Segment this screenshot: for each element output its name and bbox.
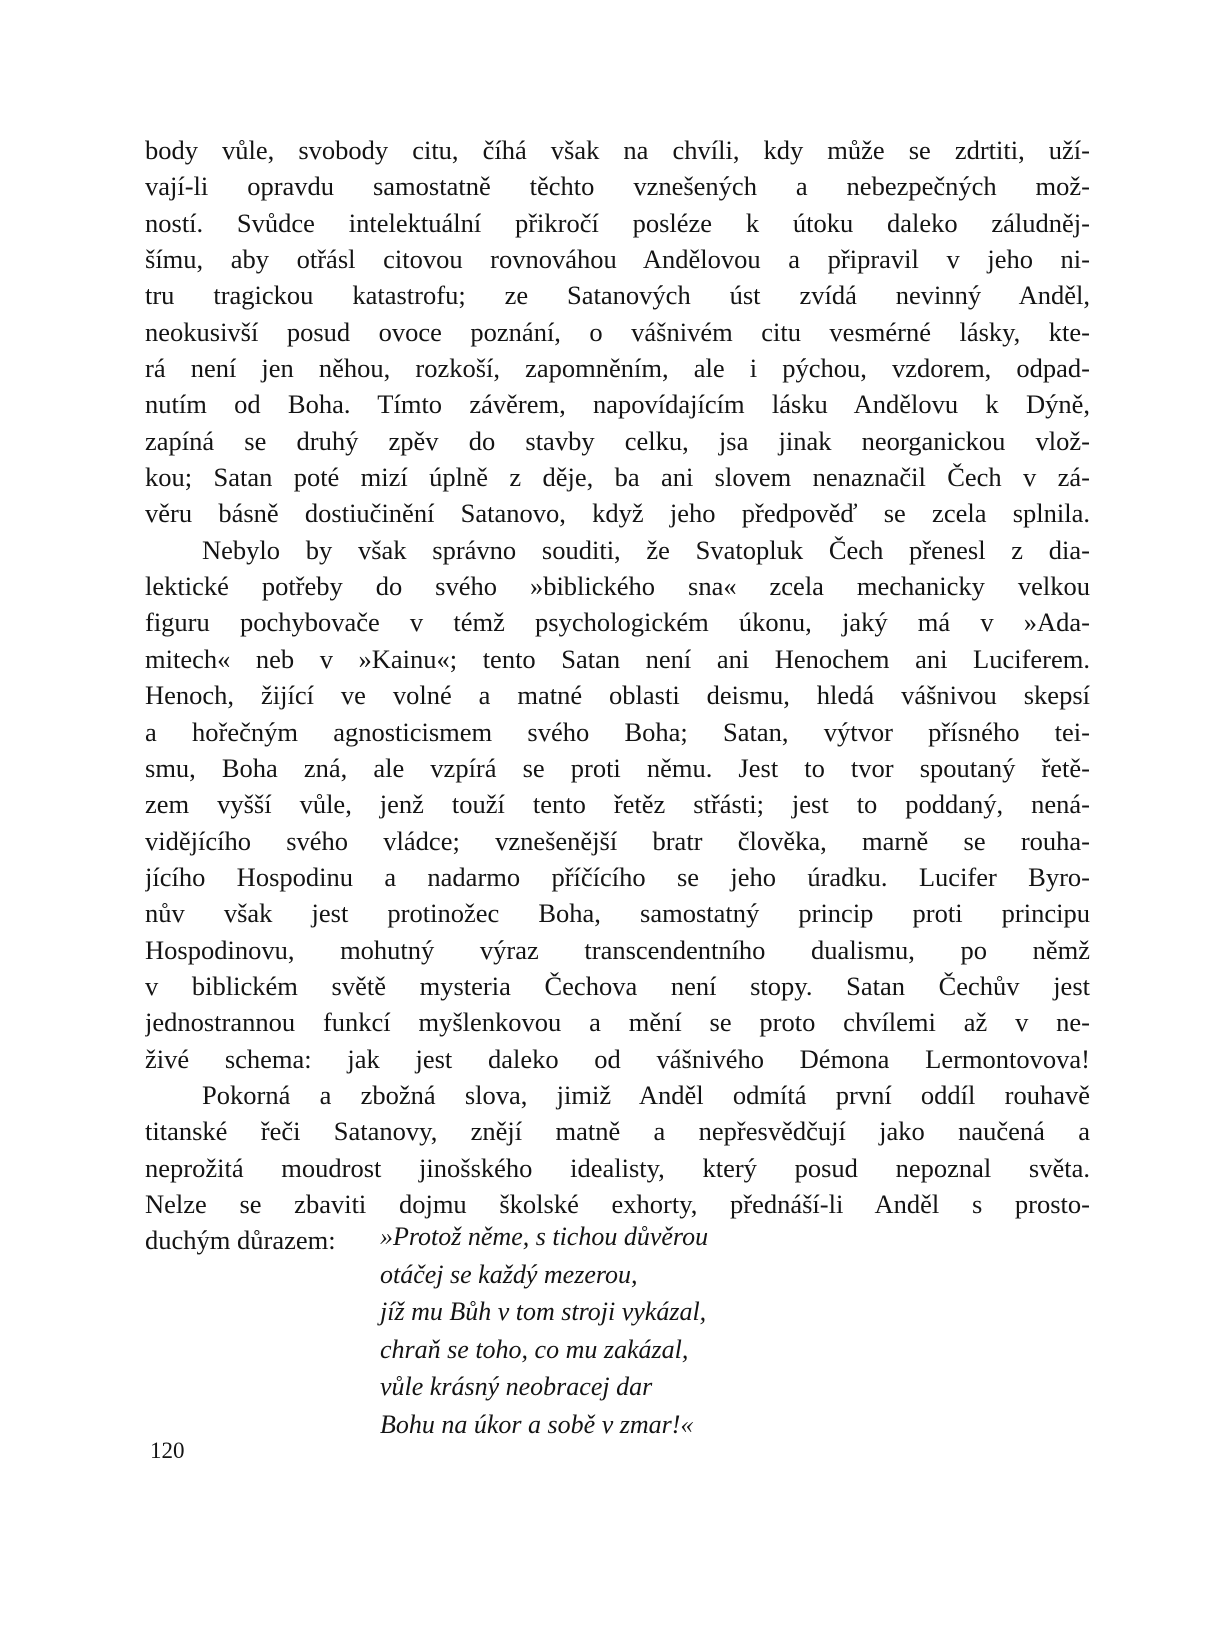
poem-quote — [380, 1218, 708, 1444]
text-line: tru tragickou katastrofu; ze Satanových úst zvídá nevinný Anděl, — [145, 280, 1090, 311]
text-line: a hořečným agnosticismem svého Boha; Satan, výtvor přísného tei- — [145, 716, 1090, 747]
text-line: lektické potřeby do svého »biblického sna« zcela mechanicky velkou — [145, 571, 1090, 602]
text-line: Pokorná a zbožná slova, jimiž Anděl odmítá první oddíl rouhavě — [202, 1079, 1090, 1110]
text-line: titanské řeči Satanovy, znějí matně a nepřesvědčují jako naučená a — [145, 1116, 1090, 1147]
poem-verse: jíž mu Bůh v tom stroji vykázal, — [380, 1297, 707, 1327]
text-line: duchým důrazem: — [145, 1225, 336, 1256]
text-line: ností. Svůdce intelektuální přikročí posléze k útoku daleko záludněj- — [145, 207, 1090, 238]
text-line: neokusivší posud ovoce poznání, o vášnivém citu vesmérné lásky, kte- — [145, 316, 1090, 347]
text-line: šímu, aby otřásl citovou rovnováhou Andělovou a připravil v jeho ni- — [145, 244, 1090, 275]
poem-verse: »Protož něme, s tichou důvěrou — [380, 1222, 709, 1251]
text-line: jícího Hospodinu a nadarmo příčícího se jeho úradku. Lucifer Byro- — [145, 861, 1090, 892]
poem-verse: chraň se toho, co mu zakázal, — [380, 1334, 689, 1364]
text-line: mitech« neb v »Kainu«; tento Satan není ani Henochem ani Luciferem. — [145, 643, 1090, 674]
poem-verse: vůle krásný neobracej dar — [380, 1372, 653, 1402]
text-line: figuru pochybovače v témž psychologickém úkonu, jaký má v »Ada- — [145, 607, 1090, 638]
text-line: Nebylo by však správno souditi, že Svatopluk Čech přenesl z dia- — [202, 534, 1090, 565]
text-line: jednostrannou funkcí myšlenkovou a mění se proto chvílemi až v ne- — [145, 1007, 1090, 1038]
text-line: nův však jest protinožec Boha, samostatný princip proti principu — [145, 898, 1090, 929]
text-line: Nelze se zbaviti dojmu školské exhorty, přednáší-li Anděl s prosto- — [145, 1188, 1090, 1219]
poem-verse: Bohu na úkor a sobě v zmar!« — [380, 1409, 694, 1439]
text-line: body vůle, svobody citu, číhá však na chvíli, kdy může se zdrtiti, uží- — [145, 135, 1090, 165]
text-line: v biblickém světě mysteria Čechova není stopy. Satan Čechův jest — [145, 970, 1090, 1001]
text-line: Henoch, žijící ve volné a matné oblasti deismu, hledá vášnivou skepsí — [145, 680, 1090, 711]
poem-verse: otáčej se každý mezerou, — [380, 1259, 638, 1289]
text-line: vidějícího svého vládce; vznešenější bratr člověka, marně se rouha- — [145, 825, 1090, 856]
text-line: smu, Boha zná, ale vzpírá se proti němu. Jest to tvor spoutaný řetě- — [145, 752, 1090, 783]
text-line: věru básně dostiučinění Satanovo, když jeho předpověď se zcela splnila. — [145, 498, 1090, 529]
text-line: živé schema: jak jest daleko od vášnivého Démona Lermontovova! — [145, 1043, 1090, 1074]
text-line: Hospodinovu, mohutný výraz transcendentního dualismu, po němž — [145, 934, 1090, 965]
text-line: rá není jen něhou, rozkoší, zapomněním, ale i pýchou, vzdorem, odpad- — [145, 353, 1090, 384]
text-line: neprožitá moudrost jinošského idealisty, který posud nepoznal světa. — [145, 1152, 1090, 1183]
body-text — [145, 132, 1090, 1259]
text-line: vají-li opravdu samostatně těchto vznešených a nebezpečných mož- — [145, 171, 1090, 202]
text-line: kou; Satan poté mizí úplně z děje, ba ani slovem nenaznačil Čech v zá- — [145, 462, 1090, 493]
text-line: zapíná se druhý zpěv do stavby celku, jsa jinak neorganickou vlož- — [145, 425, 1090, 456]
text-line: zem vyšší vůle, jenž touží tento řetěz střásti; jest to poddaný, nená- — [145, 789, 1090, 820]
text-line: nutím od Boha. Tímto závěrem, napovídajícím lásku Andělovu k Dýně, — [145, 389, 1090, 420]
page-number: 120 — [150, 1438, 185, 1463]
